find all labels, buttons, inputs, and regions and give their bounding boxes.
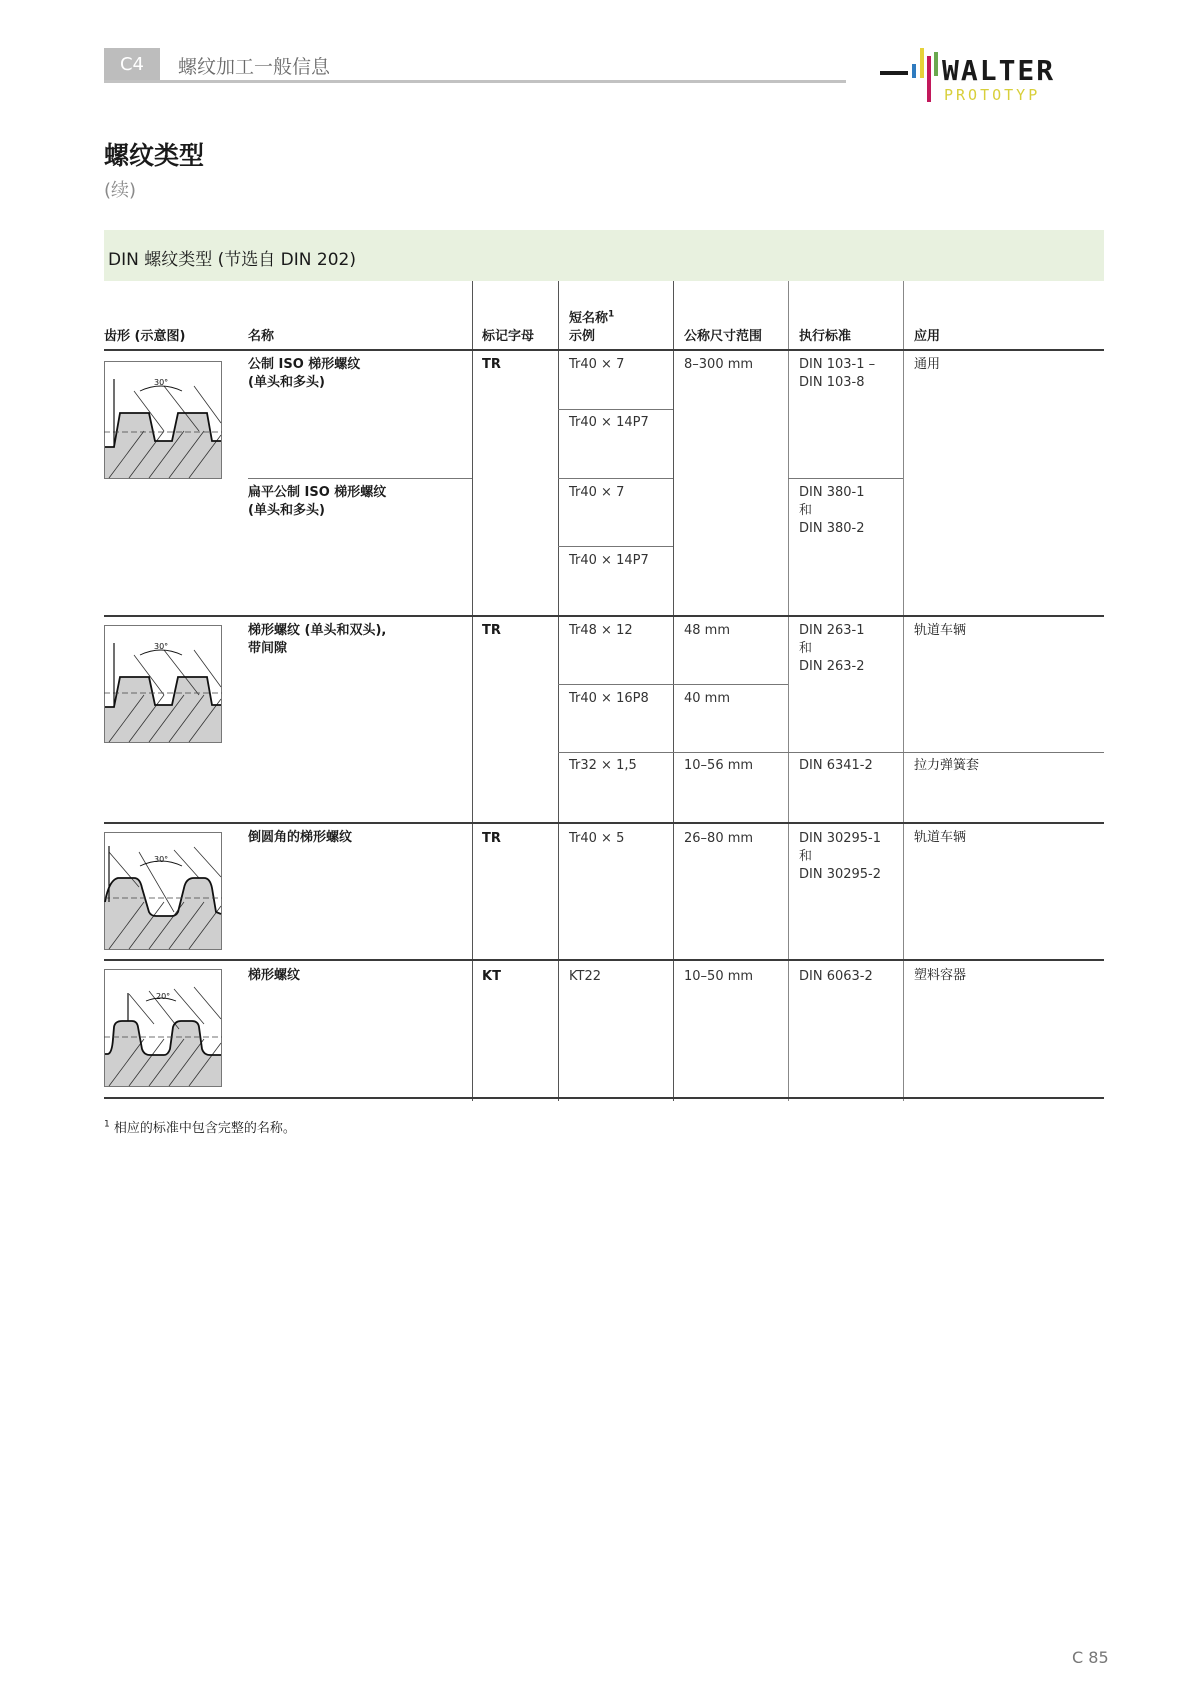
standard-value: DIN 6063-2 [799,969,873,984]
page-title: 螺纹类型 [104,141,205,170]
page-number: C 85 [1072,1648,1109,1667]
thread-profile-round-kt-icon [104,969,222,1087]
col-divider [673,281,674,1101]
nominal-range: 26–80 mm [684,831,754,846]
example-value: Tr48 × 12 [569,623,633,638]
header-rule [104,349,1104,351]
standard-line: DIN 30295-2 [799,867,882,882]
svg-text:WALTER: WALTER [942,54,1056,87]
application-value: 拉力弹簧套 [914,758,980,773]
name-line: 扁平公制 ISO 梯形螺纹 [248,485,387,500]
chapter-code: C4 [119,54,145,75]
footnote [104,1117,296,1136]
header-range: 公称尺寸范围 [684,329,763,344]
standard-line: 和 [799,641,813,656]
header-short-name [569,307,614,326]
application-value: 通用 [914,357,941,372]
standard-line: 和 [799,849,813,864]
table-bottom-rule [104,1097,1104,1099]
footnote-ref: 1 [608,309,615,320]
standard-value: DIN 6341-2 [799,758,873,773]
thread-profile-rounded-icon [104,832,222,950]
group-rule [104,822,1104,824]
identification-letter: TR [482,831,501,846]
col-divider [472,281,473,1101]
application-value: 轨道车辆 [914,830,967,845]
identification-letter: KT [482,969,501,984]
row-divider [248,478,472,479]
standard-line: DIN 380-2 [799,521,865,536]
header-name: 名称 [248,329,275,344]
example-value: Tr40 × 7 [569,357,625,372]
page-subtitle: (续) [104,180,137,201]
standard-line: 和 [799,503,813,518]
standard-line: DIN 103-1 – [799,357,876,372]
row-divider [558,409,673,410]
short-name-label: 短名称 [569,311,609,326]
chapter-code-badge [104,48,160,81]
example-value: KT22 [569,969,601,984]
svg-text:30°: 30° [154,642,169,651]
svg-text:30°: 30° [154,855,169,864]
footnote-mark: 1 [104,1119,110,1130]
example-value: Tr40 × 16P8 [569,691,649,706]
standard-value [799,356,875,392]
walter-prototyp-logo [880,44,1105,108]
row-divider [788,478,903,479]
header-letter: 标记字母 [482,329,535,344]
thread-name [248,622,386,658]
nominal-range: 48 mm [684,623,731,638]
svg-text:20°: 20° [156,992,171,1001]
application-value: 塑料容器 [914,968,967,983]
col-divider [788,281,789,1101]
example-value: Tr40 × 14P7 [569,553,649,568]
thread-name: 梯形螺纹 [248,968,301,983]
name-line: 带间隙 [248,641,288,656]
group-rule [104,959,1104,961]
standard-value [799,830,881,884]
thread-profile-clearance-icon [104,625,222,743]
identification-letter: TR [482,623,501,638]
footnote-text: 相应的标准中包含完整的名称。 [113,1121,296,1136]
thread-profile-iso-trapezoidal-icon [104,361,222,479]
header-profile: 齿形 (示意图) [104,329,186,344]
header-example: 示例 [569,329,596,344]
thread-types-table [104,281,1104,1101]
chapter-title: 螺纹加工一般信息 [178,56,331,78]
example-value: Tr32 × 1,5 [569,758,637,773]
nominal-range: 10–56 mm [684,758,754,773]
row-divider [558,546,673,547]
example-value: Tr40 × 5 [569,831,625,846]
section-title: DIN 螺纹类型 (节选自 DIN 202) [108,250,356,270]
standard-line: DIN 30295-1 [799,831,882,846]
nominal-range: 8–300 mm [684,357,754,372]
row-divider [558,684,788,685]
example-value: Tr40 × 14P7 [569,415,649,430]
header-standard: 执行标准 [799,329,852,344]
nominal-range: 40 mm [684,691,731,706]
standard-value [799,622,864,676]
svg-text:30°: 30° [154,378,169,387]
name-line: (单头和多头) [248,375,325,390]
identification-letter: TR [482,357,501,372]
name-line: 梯形螺纹 (单头和双头), [248,623,387,638]
nominal-range: 10–50 mm [684,969,754,984]
thread-name [248,484,386,520]
standard-line: DIN 263-1 [799,623,865,638]
standard-line: DIN 103-8 [799,375,865,390]
col-divider [903,281,904,1101]
header-application: 应用 [914,329,941,344]
col-divider [558,281,559,1101]
thread-name: 倒圆角的梯形螺纹 [248,830,353,845]
row-divider [558,478,673,479]
standard-line: DIN 263-2 [799,659,865,674]
standard-line: DIN 380-1 [799,485,865,500]
thread-name [248,356,360,392]
example-value: Tr40 × 7 [569,485,625,500]
application-value: 轨道车辆 [914,623,967,638]
svg-text:PROTOTYP: PROTOTYP [944,86,1041,104]
name-line: 公制 ISO 梯形螺纹 [248,357,361,372]
row-divider [558,752,1104,753]
group-rule [104,615,1104,617]
chapter-rule [104,80,846,83]
name-line: (单头和多头) [248,503,325,518]
standard-value [799,484,864,538]
